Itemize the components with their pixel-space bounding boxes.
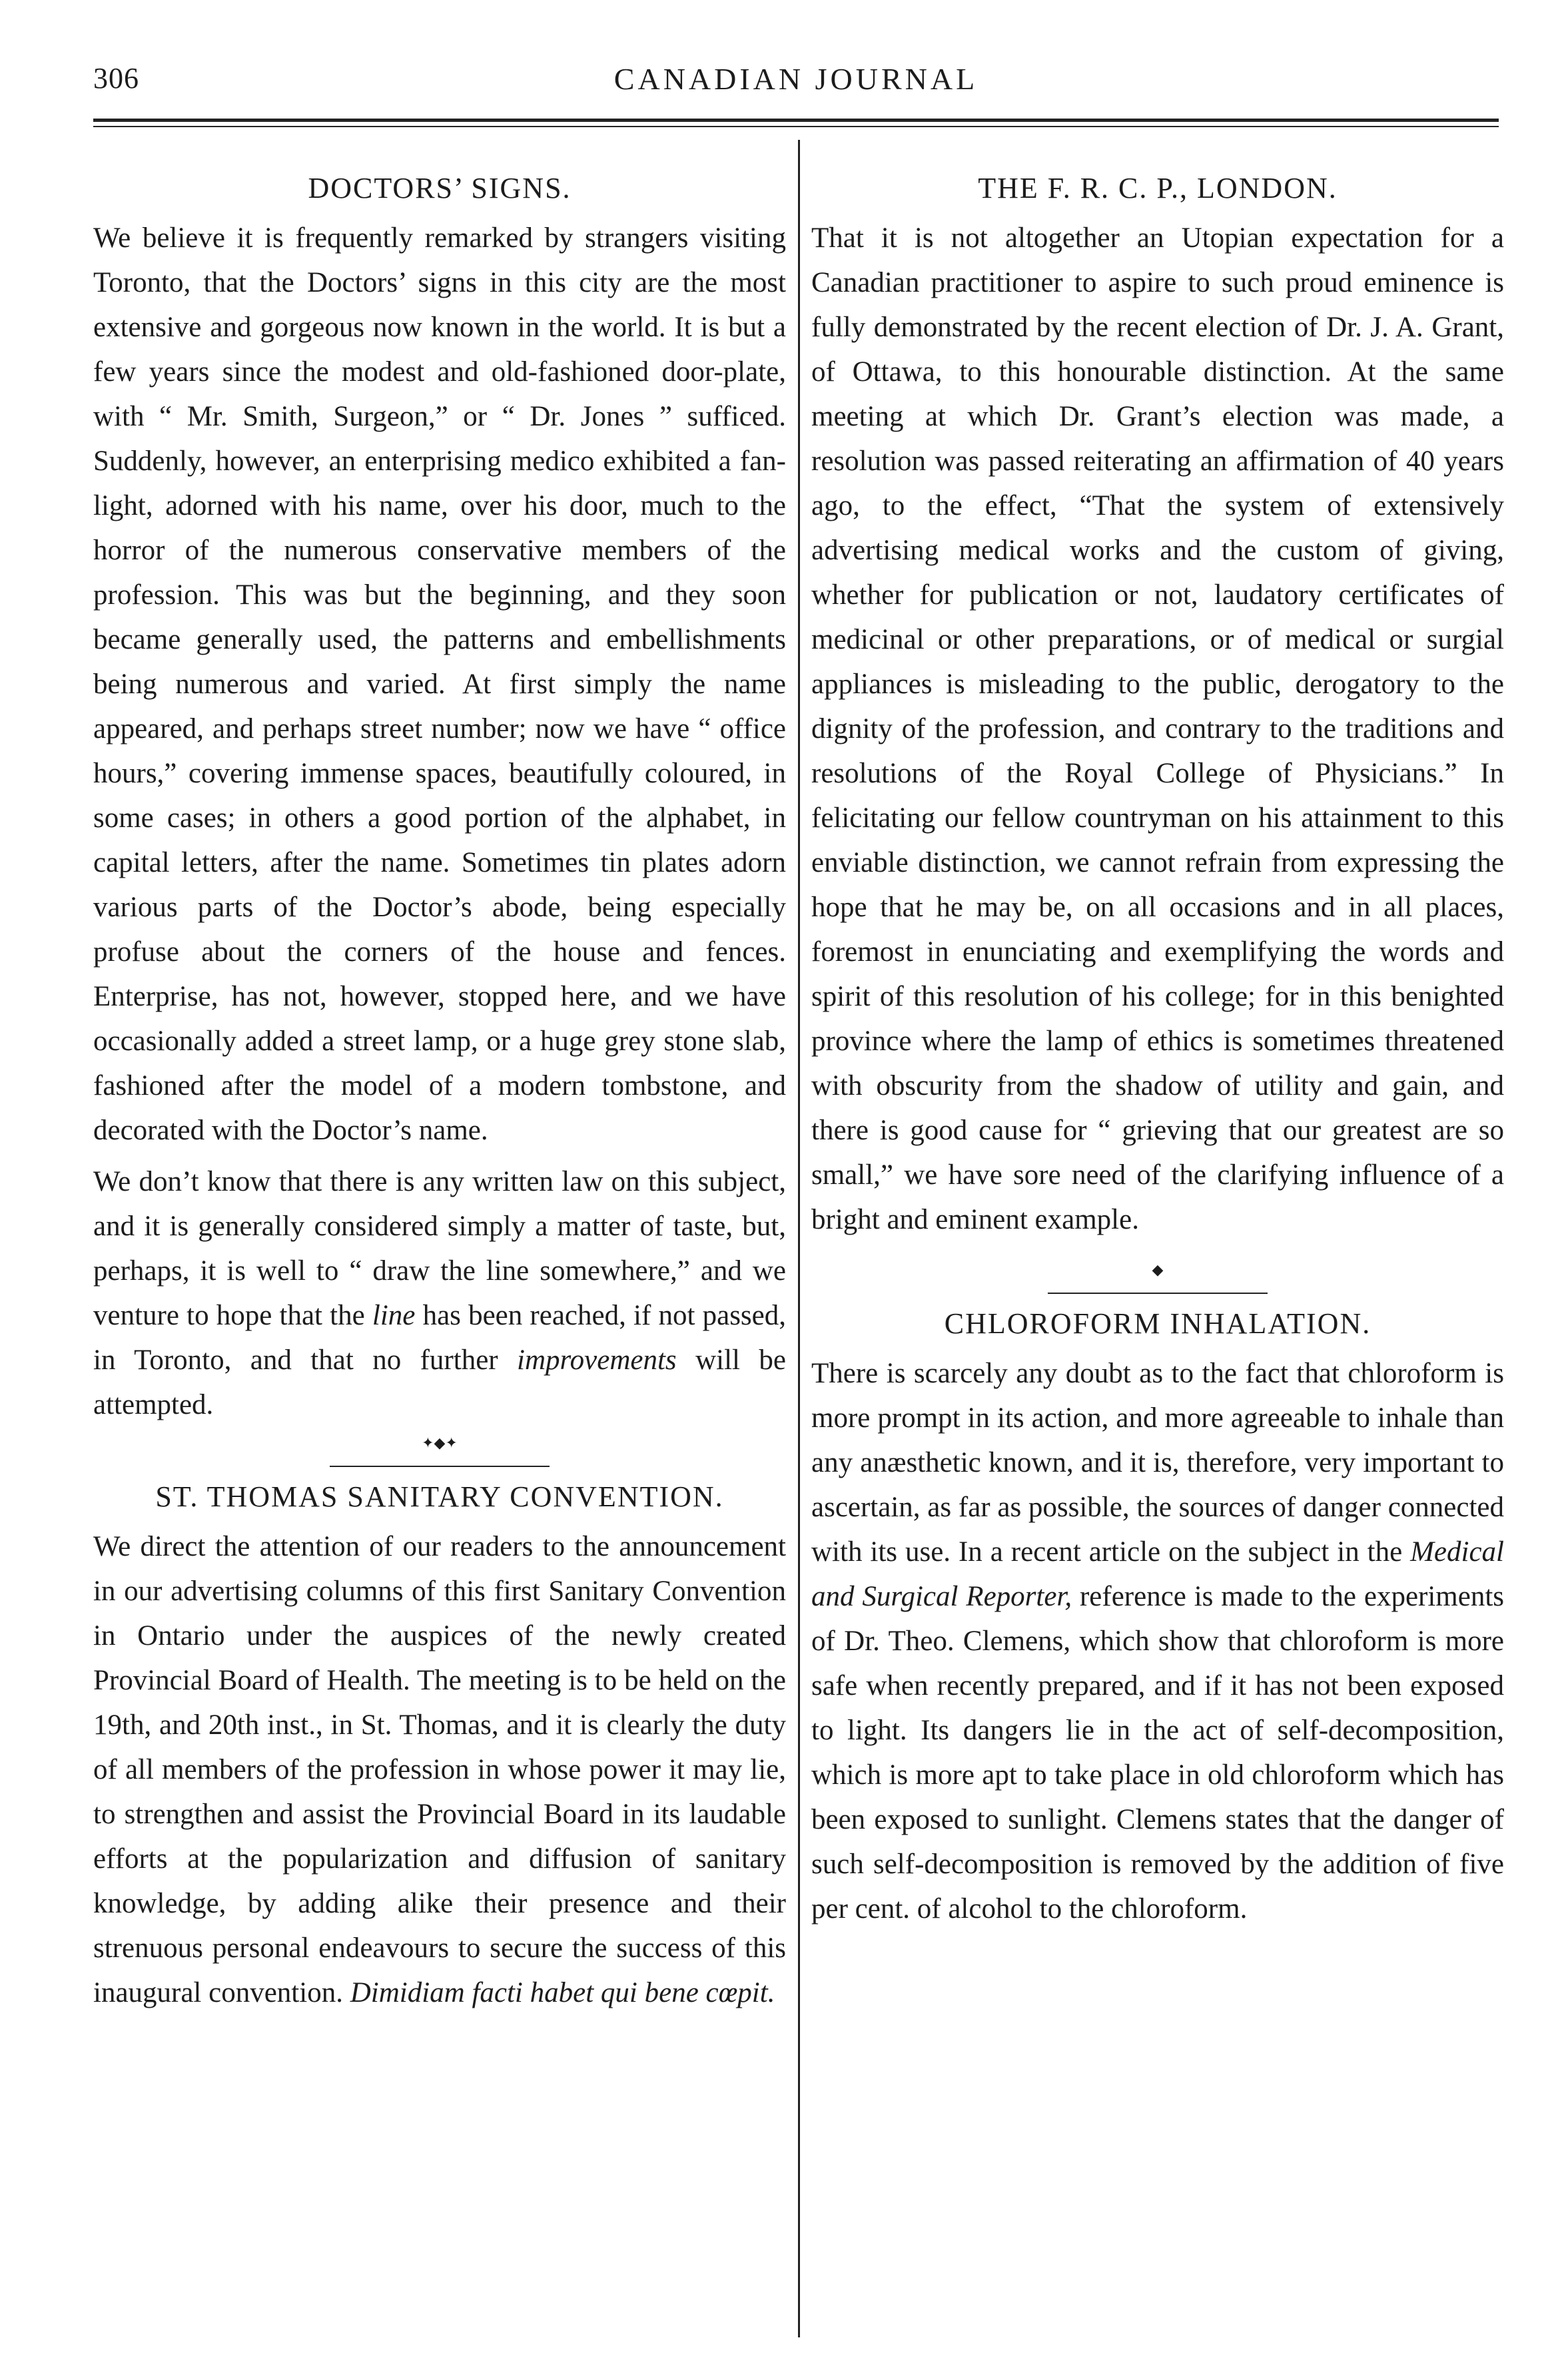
header-rule bbox=[93, 119, 1499, 127]
text-run: reference is made to the experiments of Dr. Theo. Clemens, which show that chloroform is more safe when recently prepared, and if it has not been exposed to light. Its dangers lie in the act of self-decomposition, which is more apt to take place in old chloroform which has been exposed to sunlight. Clemens states that the danger of such self-decomposition is removed by the addition of five per cent. of alcohol to the chloroform. bbox=[811, 1581, 1505, 1925]
article-title: ST. THOMAS SANITARY CONVENTION. bbox=[155, 1480, 724, 1513]
italic-journal-name: Medical and Surgical Reporter, bbox=[811, 1536, 1504, 1612]
article-paragraph bbox=[93, 1159, 786, 1427]
running-head bbox=[93, 61, 1499, 108]
article-chloroform-inhalation bbox=[811, 1302, 1504, 1931]
article-paragraph bbox=[811, 1351, 1504, 1931]
divider-line bbox=[1048, 1293, 1268, 1294]
article-doctors-signs bbox=[93, 166, 786, 1427]
section-divider bbox=[93, 1434, 786, 1455]
text-run: has been reached, if not passed, in Toronto, and that no further bbox=[93, 1300, 786, 1376]
divider-line bbox=[330, 1466, 550, 1467]
text-run: will be attempted. bbox=[93, 1344, 786, 1420]
article-st-thomas-convention bbox=[93, 1475, 786, 2015]
left-column bbox=[93, 166, 786, 2022]
article-paragraph: That it is not altogether an Utopian expectation for a Canadian practitioner to aspire to such proud eminence is fully demonstrated by the recent election of Dr. J. A. Grant, of Ottawa, to this honourable distinction. At the same meeting at which Dr. Grant’s election was made, a resolution was passed reiterating an affirmation of 40 years ago, to the effect, “That the system of extensively advertising medical works and the custom of giving, whether for publication or not, laudatory certificates of medicinal or other preparations, or of medical or surgial appliances is misleading to the public, derogatory to the dignity of the profession, and contrary to the traditions and resolutions of the Royal College of Physicians.” In felicitating our fellow countryman on his attainment to this enviable distinction, we cannot refrain from expressing the hope that he may be, on all occasions and in all places, foremost in enunciating and exemplifying the words and spirit of this resolution of his college; for in this benighted province where the lamp of ethics is sometimes threatened with obscurity from the shadow of utility and gain, and there is good cause for “ grieving that our greatest are so small,” we have sore need of the clarifying influence of a bright and eminent example. bbox=[811, 222, 1504, 1235]
article-paragraph bbox=[93, 1524, 786, 2015]
text-run: There is scarcely any doubt as to the fact that chloroform is more prompt in its action, and more agreeable to inhale than any anæsthetic known, and it is, therefore, very important to ascertain, as far as possible, the sources of danger connected with its use. In a recent article on the subject in the bbox=[811, 1358, 1504, 1568]
divider-ornament-icon: ✦◆✦ bbox=[418, 1436, 462, 1450]
italic-word: line bbox=[372, 1300, 416, 1331]
article-title: CHLOROFORM INHALATION. bbox=[944, 1307, 1371, 1340]
article-title: THE F. R. C. P., LONDON. bbox=[978, 172, 1338, 204]
divider-ornament-icon: ◆ bbox=[1148, 1263, 1168, 1277]
section-divider bbox=[811, 1261, 1504, 1282]
italic-word: improvements bbox=[517, 1344, 677, 1376]
latin-quote: Dimidiam facti habet qui bene cœpit. bbox=[350, 1977, 775, 2008]
text-run: We direct the attention of our readers to the announcement in our advertising columns of this first Sanitary Convention in Ontario under the auspices of the newly created Provincial Board of Health. The meeting is to be held on the 19th, and 20th inst., in St. Thomas, and it is clearly the duty of all members of the profession in whose power it may lie, to strengthen and assist the Provincial Board in its laudable efforts at the popularization and diffusion of sanitary knowledge, by adding alike their presence and their strenuous personal endeavours to secure the success of this inaugural convention. bbox=[93, 1531, 786, 2008]
right-column bbox=[811, 166, 1504, 1938]
text-run: We don’t know that there is any written law on this subject, and it is generally considered simply a matter of taste, but, perhaps, it is well to “ draw the line somewhere,” and we venture to hope that the bbox=[93, 1166, 786, 1331]
article-frcp-london bbox=[811, 166, 1504, 1242]
journal-title: CANADIAN JOURNAL bbox=[613, 62, 978, 96]
column-divider bbox=[798, 140, 800, 2337]
article-paragraph: We believe it is frequently remarked by strangers visiting Toronto, that the Doctors’ signs in this city are the most extensive and gorgeous now known in the world. It is but a few years since the modest and old-fashioned door-plate, with “ Mr. Smith, Surgeon,” or “ Dr. Jones ” sufficed. Suddenly, however, an enterprising medico exhibited a fan-light, adorned with his name, over his door, much to the horror of the numerous conservative members of the profession. This was but the beginning, and they soon became generally used, the patterns and embellishments being numerous and varied. At first simply the name appeared, and perhaps street number; now we have “ office hours,” covering immense spaces, beautifully coloured, in some cases; in others a good portion of the alphabet, in capital letters, after the name. Sometimes tin plates adorn various parts of the Doctor’s abode, being especially profuse about the corners of the house and fences. Enterprise, has not, however, stopped here, and we have occasionally added a street lamp, or a huge grey stone slab, fashioned after the model of a modern tombstone, and decorated with the Doctor’s name. bbox=[93, 222, 786, 1146]
page-number: 306 bbox=[93, 62, 139, 95]
article-title: DOCTORS’ SIGNS. bbox=[308, 172, 572, 204]
